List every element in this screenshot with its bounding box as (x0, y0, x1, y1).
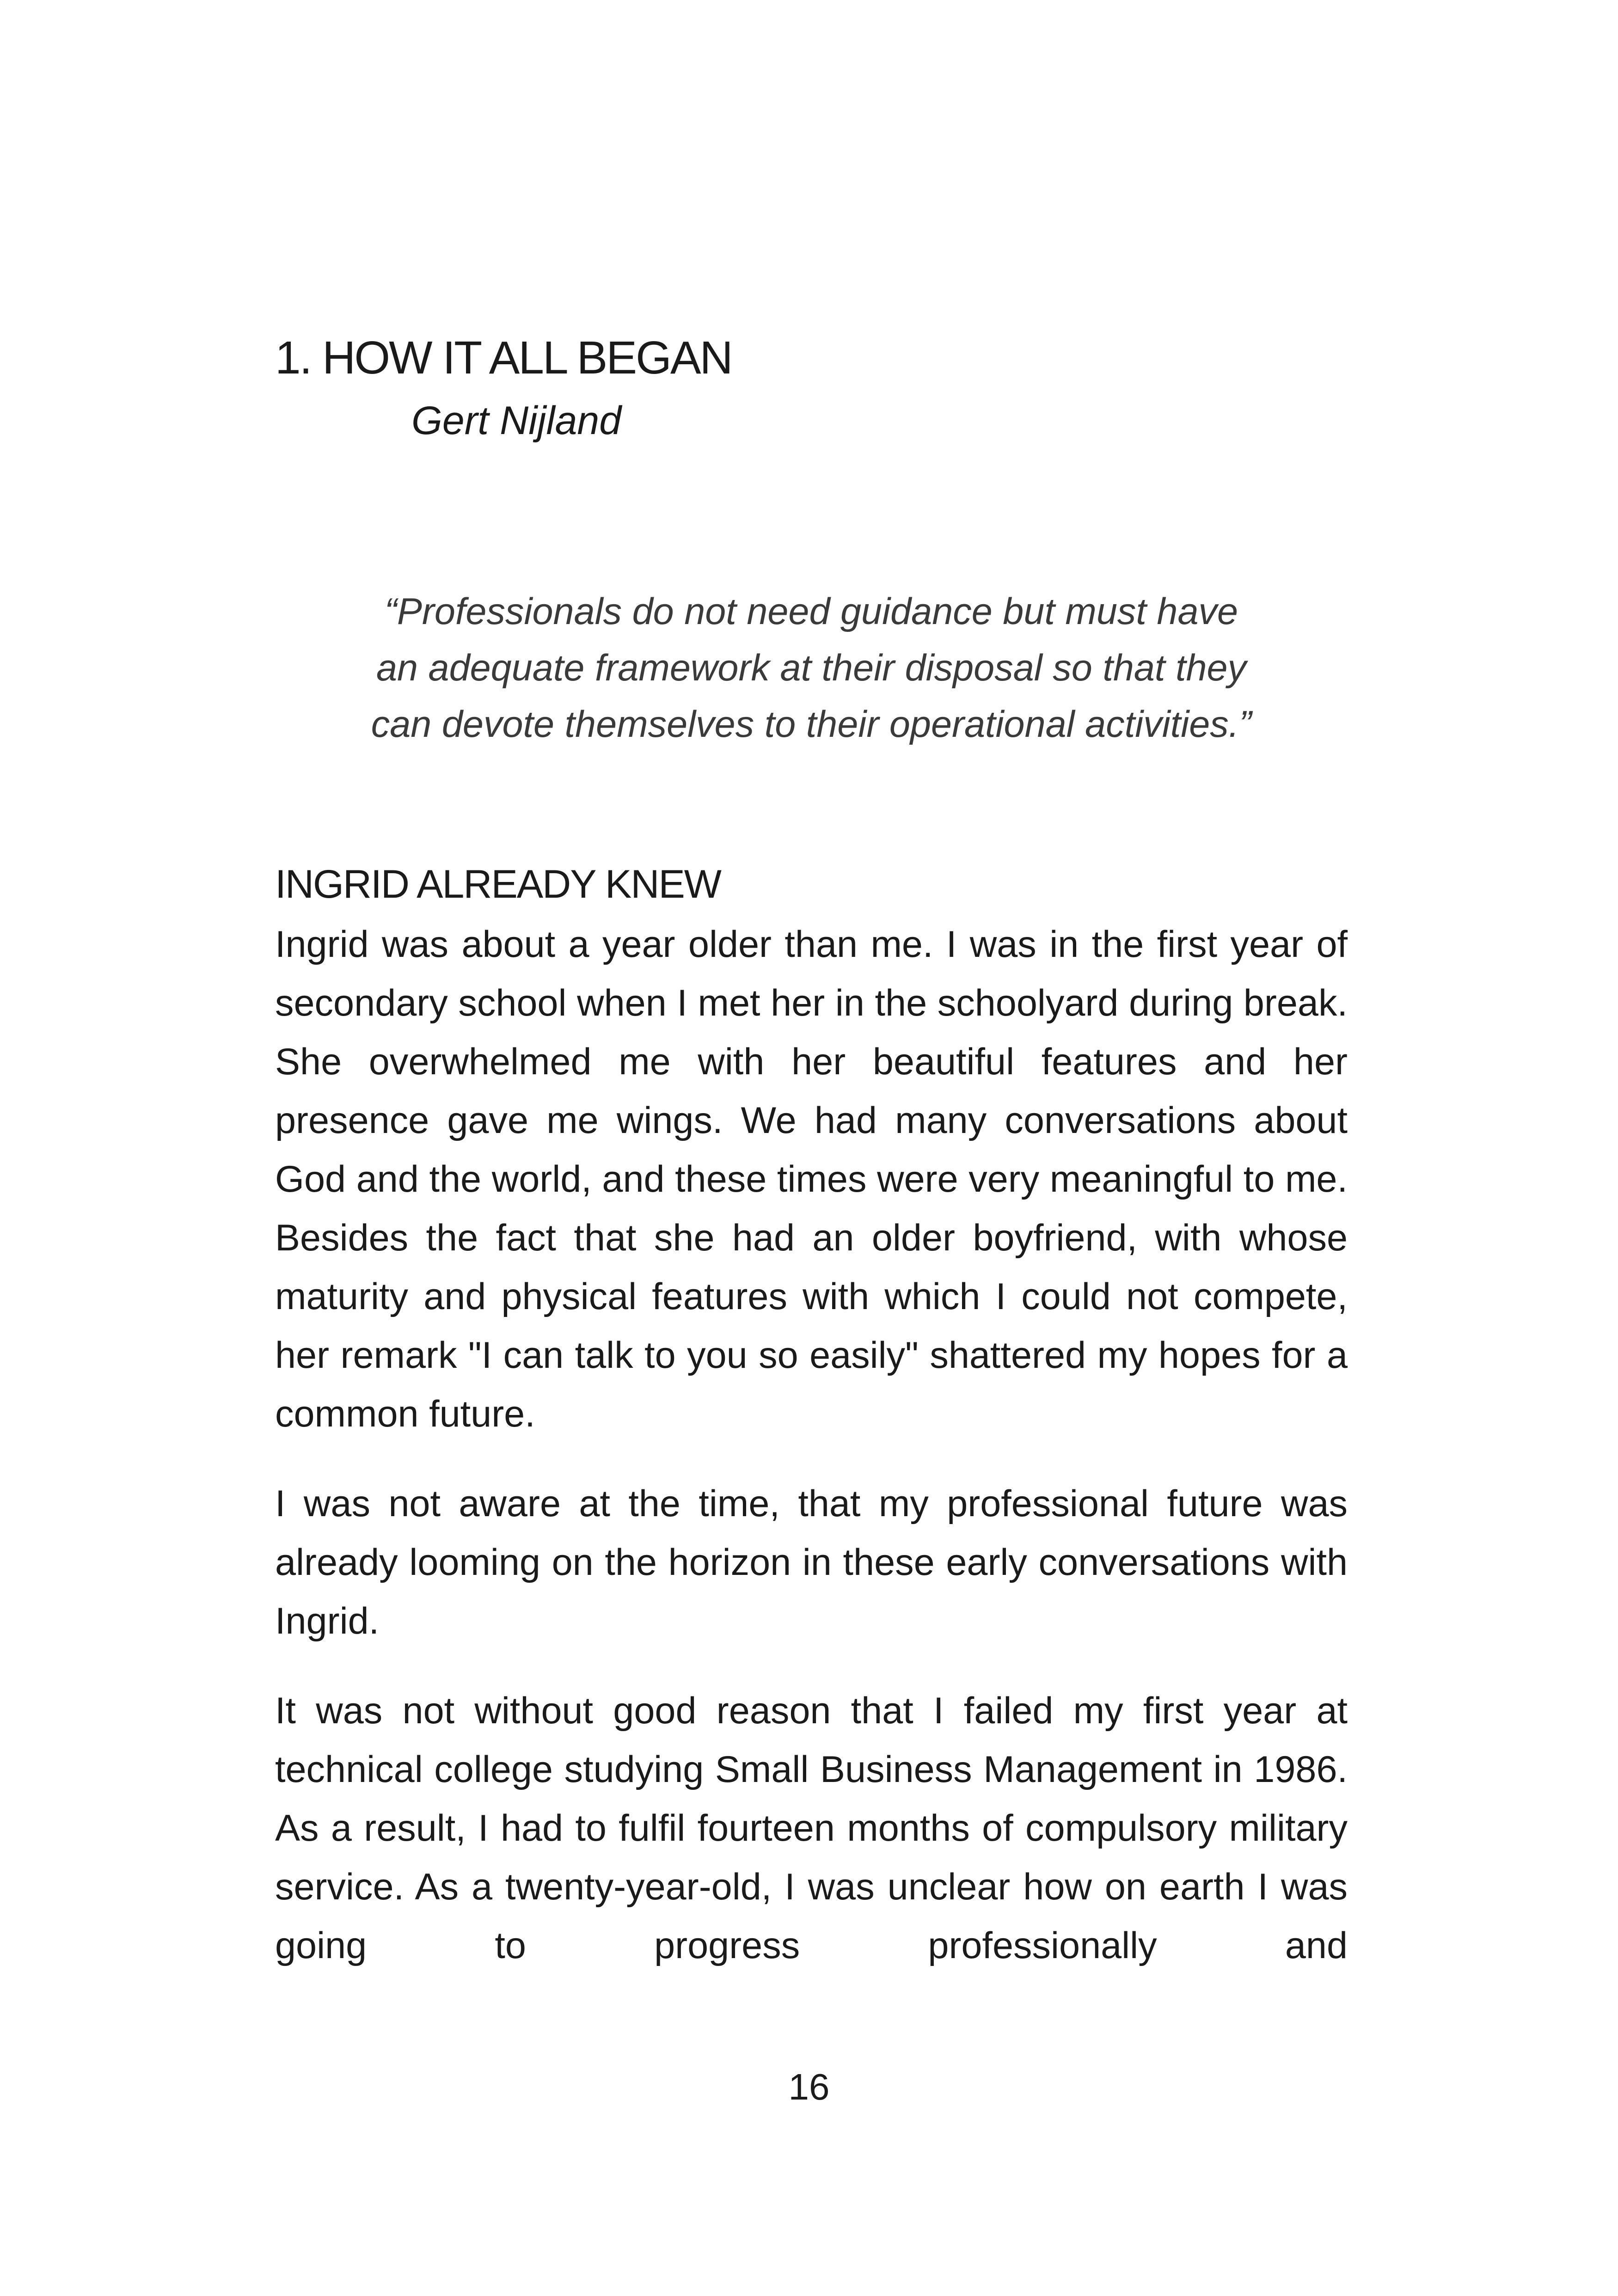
epigraph-line: “Professionals do not need guidance but must have (384, 591, 1238, 632)
chapter-author: Gert Nijland (411, 398, 622, 443)
body-text (275, 915, 1348, 2006)
body-paragraph: Ingrid was about a year older than me. I was in the first year of secondary school when I met her in the schoolyard during break. She overwhelmed me with her beautiful features and her presence gave me wings. We had many conversations about God and the world, and these times were very meaningful to me. Besides the fact that she had an older boyfriend, with whose maturity and physical features with which I could not compete, her remark "I can talk to you so easily" shattered my hopes for a common future. (275, 924, 1348, 1435)
body-paragraph: I was not aware at the time, that my professional future was already looming on the horizon in these early conversations with Ingrid. (275, 1483, 1348, 1642)
epigraph-quote (275, 583, 1348, 753)
chapter-title: 1. HOW IT ALL BEGAN (275, 332, 732, 384)
epigraph-line: an adequate framework at their disposal so that they (376, 647, 1247, 689)
page-number: 16 (788, 2066, 830, 2107)
epigraph-line: can devote themselves to their operational activities.” (371, 704, 1252, 745)
body-paragraph: It was not without good reason that I failed my first year at technical college studying Small Business Management in 1986. As a result, I had to fulfil fourteen months of compulsory military service. As a twenty-year-old, I was unclear how on earth I was going to progress professionally and (275, 1690, 1348, 1966)
section-heading: INGRID ALREADY KNEW (275, 862, 721, 906)
